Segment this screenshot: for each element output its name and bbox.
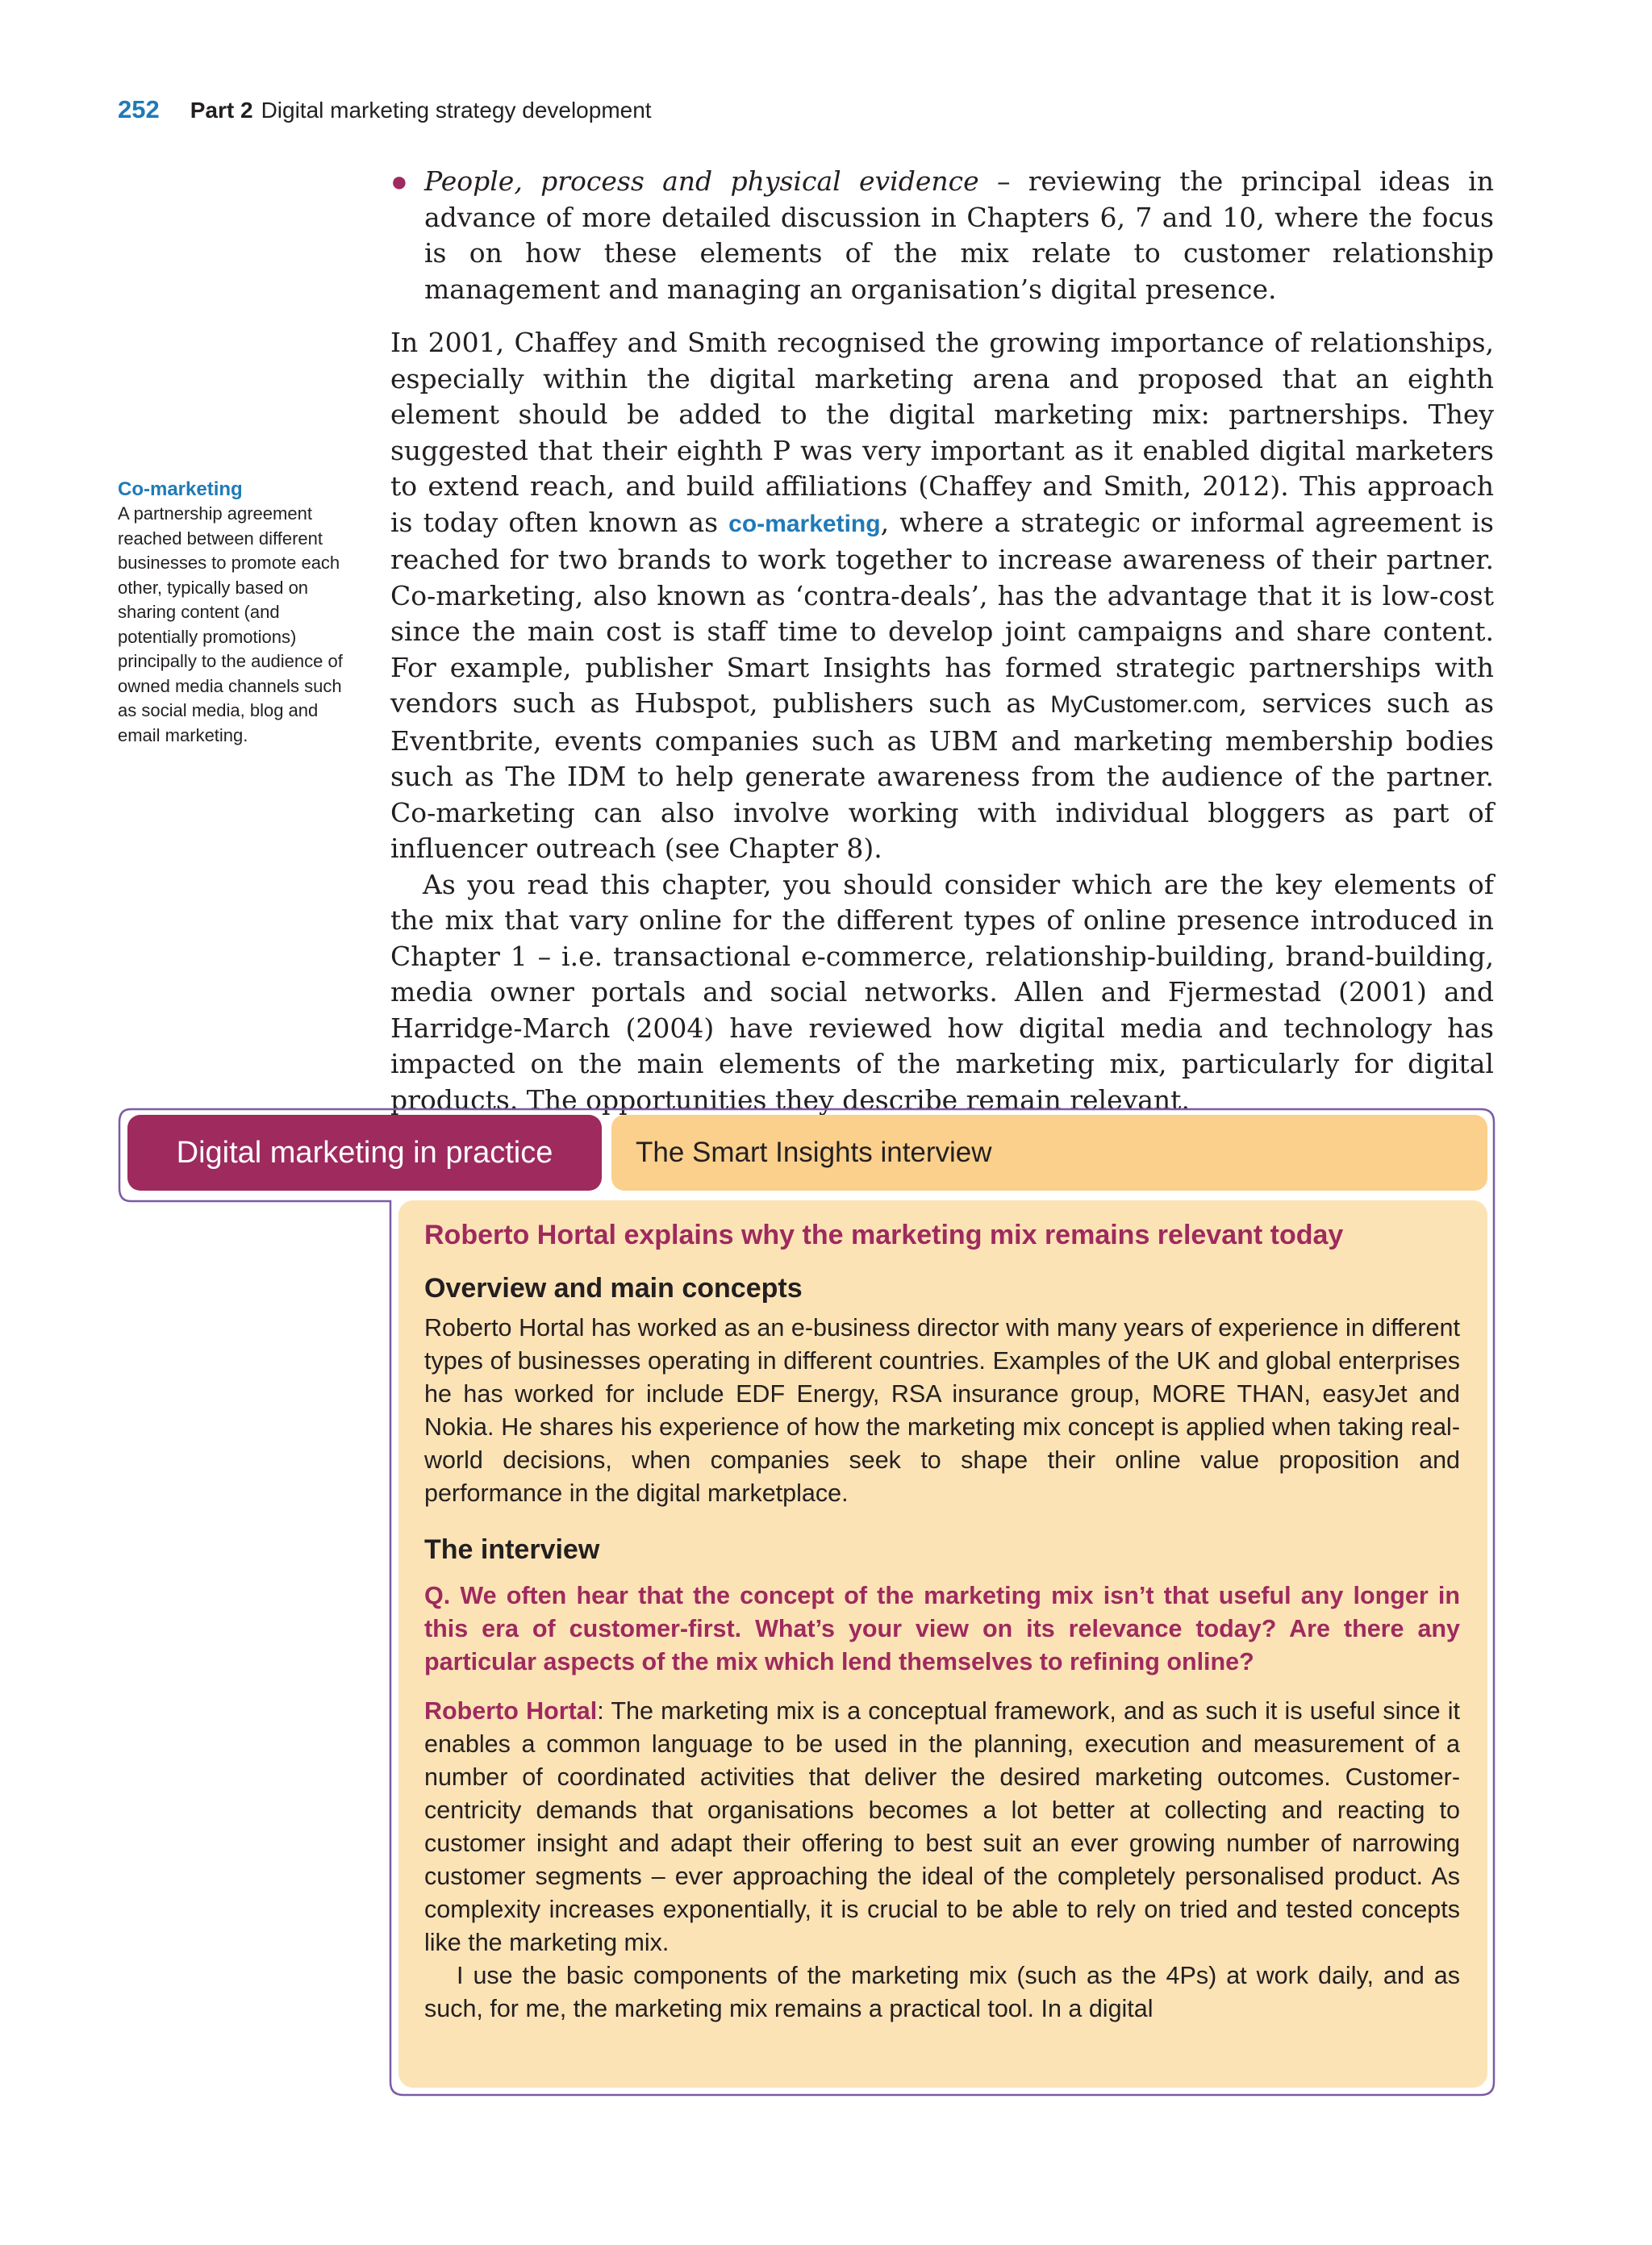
case-study-heading: Roberto Hortal explains why the marketing mix remains relevant today [424, 1220, 1344, 1250]
bullet-icon: ● [390, 165, 408, 198]
glossary-sidebar [118, 478, 350, 748]
paragraph-text: , services such as Eventbrite, events companies such as UBM and marketing membership bodies such as The IDM to help generate awareness from the audience of the partner. Co-marketing can also involve working with individual bloggers as part of influencer outreach (see Chapter 8). [390, 687, 1495, 864]
answer-continued: I use the basic components of the marketing mix (such as the 4Ps) at work daily, and as such, for me, the marketing mix remains a practical tool. In a digital [424, 1962, 1460, 2022]
answer-text: : The marketing mix is a conceptual framework, and as such it is useful since it enables a common language to be used in the planning, execution and measurement of a number of coordinated activities that deliver the desired marketing outcomes. Customer-centricity demands that organisations becomes a lot better at collecting and reacting to customer insight and adapt their offering to best suit an ever growing number of narrowing customer segments – ever approaching the ideal of the completely personalised product. As complexity increases exponentially, it is crucial to be able to rely on tried and tested concepts like the marketing mix. [424, 1697, 1461, 1956]
overview-text: Roberto Hortal has worked as an e-business director with many years of experience in different types of businesses operating in different countries. Examples of the UK and global enterprises he has worked for include EDF Energy, RSA insurance group, MORE THAN, easyJet and Nokia. He shares his experience of how the marketing mix concept is applied when taking real-world decisions, when companies seek to shape their online value proposition and performance in the digital marketplace. [424, 1314, 1460, 1507]
site-name: MyCustomer.com [1050, 691, 1239, 718]
bullet-item [390, 164, 1494, 307]
bullet-text: – reviewing the principal ideas in advance of more detailed discussion in Chapters 6, 7 and 10, where the focus is on how these elements of the mix relate to customer relationship management and managing an organisation’s digital presence. [424, 165, 1494, 305]
interview-heading: The interview [424, 1534, 600, 1565]
paragraph [390, 325, 1494, 867]
interview-answer [424, 1695, 1460, 1959]
case-study-subtitle: The Smart Insights interview [611, 1115, 1487, 1191]
case-study-body [398, 1200, 1487, 2088]
speaker-name: Roberto Hortal [424, 1697, 598, 1725]
interview-question: Q. We often hear that the concept of the marketing mix isn’t that useful any longer in this era of customer-first. What’s your view on its relevance today? Are there any particular aspects of the mix which lend themselves to refining online? [424, 1582, 1460, 1675]
part-title: Digital marketing strategy development [261, 98, 652, 123]
glossary-term: Co-marketing [118, 478, 243, 500]
body-text [390, 164, 1494, 1118]
part-label: Part 2 [190, 98, 253, 123]
running-head [118, 90, 652, 130]
paragraph-text: , where a strategic or informal agreement is reached for two brands to work together to increase awareness of their partner. Co-marketing, also known as ‘contra-deals’, has the advantage that it is low-cost since the main cost is staff time to develop joint campaigns and share content. For example, publisher Smart Insights has formed strategic partnerships with vendors such as Hubspot, publishers such as [390, 506, 1494, 719]
paragraph: As you read this chapter, you should consider which are the key elements of the mix that vary online for the different types of online presence introduced in Chapter 1 – i.e. transactional e-commerce, relationship-building, brand-building, media owner portals and social networks. Allen and Fjermestad (2001) and Harridge-March (2004) have reviewed how digital media and technology has impacted on the main elements of the marketing mix, particularly for digital products. The opportunities they describe remain relevant. [390, 868, 1494, 1116]
glossary-definition: A partnership agreement reached between different businesses to promote each other, typically based on sharing content (and potentially promotions) principally to the audience of owned media channels such as social media, blog and email marketing. [118, 503, 343, 745]
case-study-title: Digital marketing in practice [127, 1115, 602, 1191]
keyword-co-marketing: co-marketing [728, 510, 881, 537]
page-number: 252 [118, 95, 160, 123]
paragraph-text: In 2001, Chaffey and Smith recognised the growing importance of relationships, especially within the digital marketing arena and proposed that an eighth element should be added to the digital marketing mix: partnerships. They suggested that their eighth P was very important as it enabled digital marketers to extend reach, and build affiliations (Chaffey and Smith, 2012). This approach is today often known as [390, 327, 1494, 538]
overview-heading: Overview and main concepts [424, 1273, 803, 1304]
bullet-term: People, process and physical evidence [424, 165, 979, 197]
